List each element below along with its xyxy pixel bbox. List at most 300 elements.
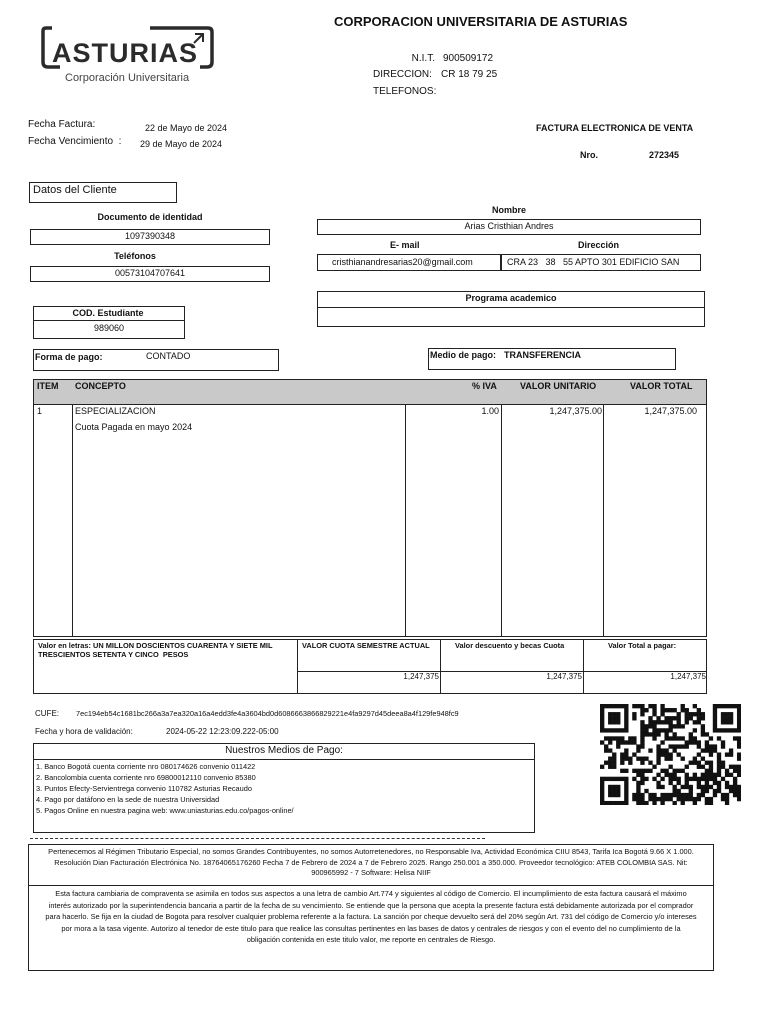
qr-module (725, 712, 729, 716)
qr-module (693, 712, 697, 716)
qr-module (620, 728, 624, 732)
qr-module (737, 789, 741, 793)
qr-module (689, 736, 693, 740)
qr-module (624, 716, 628, 720)
qr-module (656, 757, 660, 761)
qr-module (673, 777, 677, 781)
qr-module (600, 716, 604, 720)
qr-module (644, 769, 648, 773)
qr-module (693, 777, 697, 781)
qr-module (628, 757, 632, 761)
qr-module (608, 761, 612, 765)
qr-module (652, 765, 656, 769)
qr-module (709, 736, 713, 740)
qr-module (616, 785, 620, 789)
qr-module (725, 704, 729, 708)
qr-module (693, 736, 697, 740)
qr-module (668, 736, 672, 740)
qr-module (701, 712, 705, 716)
cuota-semestre-value: 1,247,375 (403, 672, 439, 681)
forma-pago-value: CONTADO (146, 351, 191, 361)
qr-module (664, 797, 668, 801)
qr-module (685, 740, 689, 744)
qr-module (640, 704, 644, 708)
qr-module (673, 785, 677, 789)
qr-module (620, 769, 624, 773)
qr-module (693, 720, 697, 724)
row-unitario: 1,247,375.00 (549, 406, 602, 416)
qr-module (612, 801, 616, 805)
qr-module (717, 789, 721, 793)
qr-module (721, 744, 725, 748)
qr-module (632, 777, 636, 781)
total-pagar-label: Valor Total a pagar: (608, 641, 677, 650)
cufe-label: CUFE: (35, 709, 59, 718)
qr-module (624, 720, 628, 724)
qr-module (640, 797, 644, 801)
qr-module (660, 748, 664, 752)
medio-pago-item: 1. Banco Bogotá cuenta corriente nro 080174626 convenio 011422 (36, 762, 256, 771)
qr-module (737, 793, 741, 797)
qr-module (644, 789, 648, 793)
qr-module (668, 765, 672, 769)
qr-module (677, 744, 681, 748)
qr-module (668, 744, 672, 748)
qr-module (660, 728, 664, 732)
qr-module (600, 724, 604, 728)
qr-module (664, 757, 668, 761)
qr-module (737, 752, 741, 756)
qr-module (604, 736, 608, 740)
qr-module (636, 769, 640, 773)
institution-logo (40, 24, 218, 86)
qr-module (664, 716, 668, 720)
qr-module (705, 744, 709, 748)
qr-module (681, 704, 685, 708)
qr-module (660, 704, 664, 708)
qr-module (640, 773, 644, 777)
qr-module (612, 761, 616, 765)
qr-module (652, 728, 656, 732)
qr-module (697, 708, 701, 712)
qr-module (725, 720, 729, 724)
qr-module (737, 736, 741, 740)
qr-module (717, 765, 721, 769)
qr-module (656, 744, 660, 748)
qr-code-icon (600, 704, 741, 805)
qr-module (721, 704, 725, 708)
qr-module (733, 793, 737, 797)
items-table-header (34, 380, 706, 405)
qr-module (636, 744, 640, 748)
qr-module (673, 789, 677, 793)
qr-module (648, 724, 652, 728)
qr-module (673, 744, 677, 748)
qr-module (612, 716, 616, 720)
qr-module (652, 712, 656, 716)
qr-module (701, 724, 705, 728)
qr-module (713, 708, 717, 712)
qr-module (677, 769, 681, 773)
qr-module (713, 789, 717, 793)
row-iva: 1.00 (481, 406, 499, 416)
qr-module (616, 744, 620, 748)
qr-module (685, 712, 689, 716)
qr-module (636, 789, 640, 793)
qr-module (664, 793, 668, 797)
qr-module (616, 728, 620, 732)
qr-module (652, 720, 656, 724)
qr-module (608, 716, 612, 720)
qr-module (673, 716, 677, 720)
qr-module (664, 732, 668, 736)
qr-module (660, 720, 664, 724)
qr-module (612, 720, 616, 724)
validacion-label: Fecha y hora de validación: (35, 727, 133, 736)
qr-module (624, 785, 628, 789)
qr-module (725, 773, 729, 777)
qr-module (604, 761, 608, 765)
qr-module (697, 777, 701, 781)
qr-module (656, 728, 660, 732)
qr-module (701, 757, 705, 761)
condiciones-line: interés autorizado por la superintendencia bancaria a partir de la fecha de su vencimiento. Se entiende que la persona que acepta la presente factura está debidamente autorizada por el comprador (48, 900, 694, 910)
qr-module (689, 716, 693, 720)
qr-module (697, 744, 701, 748)
qr-module (709, 752, 713, 756)
qr-module (673, 708, 677, 712)
qr-module (600, 740, 604, 744)
fecha-factura-value: 22 de Mayo de 2024 (145, 123, 228, 133)
validacion-value: 2024-05-22 12:23:09.222-05:00 (166, 727, 279, 736)
qr-module (648, 797, 652, 801)
qr-module (737, 720, 741, 724)
qr-module (717, 752, 721, 756)
qr-module (656, 752, 660, 756)
invoice-title: FACTURA ELECTRONICA DE VENTA (536, 123, 694, 133)
qr-module (717, 781, 721, 785)
regimen-text (29, 847, 713, 879)
row-item: 1 (37, 406, 43, 416)
direccion-cliente-label: Dirección (578, 240, 620, 250)
qr-module (640, 728, 644, 732)
qr-module (608, 748, 612, 752)
qr-module (677, 789, 681, 793)
qr-module (717, 769, 721, 773)
qr-module (693, 801, 697, 805)
telefonos-cliente-label: Teléfonos (114, 251, 156, 261)
qr-module (705, 732, 709, 736)
qr-module (640, 736, 644, 740)
qr-module (600, 801, 604, 805)
qr-module (612, 712, 616, 716)
qr-module (709, 801, 713, 805)
qr-module (604, 704, 608, 708)
logo-tagline: Corporación Universitaria (65, 72, 190, 84)
qr-module (701, 732, 705, 736)
qr-module (673, 801, 677, 805)
cod-estudiante-value: 989060 (93, 323, 125, 333)
qr-module (713, 793, 717, 797)
qr-module (616, 793, 620, 797)
qr-module (693, 728, 697, 732)
qr-module (640, 732, 644, 736)
direccion-cliente-value: CRA 23 38 55 APTO 301 EDIFICIO SAN (501, 254, 701, 271)
qr-module (737, 740, 741, 744)
valor-letras-label: Valor en letras: UN MILLON DOSCIENTOS CUARENTA Y SIETE MIL (38, 641, 273, 650)
qr-module (713, 777, 717, 781)
qr-module (624, 728, 628, 732)
qr-module (628, 761, 632, 765)
medio-pago-item: 5. Pagos Online en nuestra pagina web: www.uniasturias.edu.co/pagos-online/ (36, 806, 294, 815)
documento-label: Documento de identidad (97, 212, 203, 222)
qr-module (600, 781, 604, 785)
qr-module (729, 789, 733, 793)
email-label: E- mail (390, 240, 420, 250)
qr-module (640, 761, 644, 765)
qr-module (709, 765, 713, 769)
medios-pago-title: Nuestros Medios de Pago: (225, 745, 343, 756)
qr-module (668, 781, 672, 785)
qr-module (612, 789, 616, 793)
qr-module (737, 744, 741, 748)
qr-module (713, 773, 717, 777)
medio-pago-box (428, 348, 676, 370)
qr-module (640, 708, 644, 712)
medio-pago-item: 4. Pago por datáfono en la sede de nuestra Universidad (36, 795, 220, 804)
qr-module (725, 797, 729, 801)
qr-module (624, 740, 628, 744)
qr-module (681, 793, 685, 797)
cufe-value: 7ec194eb54c1681bc266a3a7ea320a16a4edd3fe4a3604bd0d6086663866829221e4fa9297d45deea8a4f129fe948fc9 (76, 709, 459, 718)
qr-module (701, 748, 705, 752)
qr-module (624, 704, 628, 708)
row-total: 1,247,375.00 (644, 406, 697, 416)
programa-label: Programa academico (465, 293, 557, 303)
qr-module (664, 720, 668, 724)
qr-module (648, 793, 652, 797)
col-concepto-header: CONCEPTO (75, 381, 126, 391)
qr-module (624, 757, 628, 761)
qr-module (612, 728, 616, 732)
qr-module (705, 777, 709, 781)
qr-module (717, 728, 721, 732)
qr-module (677, 793, 681, 797)
qr-module (677, 712, 681, 716)
qr-module (636, 748, 640, 752)
qr-module (725, 752, 729, 756)
qr-module (632, 740, 636, 744)
nombre-value: Arias Cristhian Andres (317, 219, 701, 235)
qr-module (737, 728, 741, 732)
invoice-number-label: Nro. (580, 150, 598, 160)
qr-module (717, 757, 721, 761)
qr-module (717, 761, 721, 765)
qr-module (636, 773, 640, 777)
qr-module (612, 752, 616, 756)
client-section-title-box (29, 182, 177, 203)
qr-module (681, 797, 685, 801)
dashed-separator (30, 838, 485, 839)
condiciones-text (29, 888, 713, 946)
qr-module (636, 704, 640, 708)
telefonos-cliente-value: 00573104707641 (30, 266, 270, 282)
qr-module (705, 769, 709, 773)
qr-module (616, 716, 620, 720)
qr-module (636, 757, 640, 761)
qr-module (608, 801, 612, 805)
qr-module (608, 793, 612, 797)
qr-module (620, 736, 624, 740)
qr-module (729, 712, 733, 716)
qr-module (685, 793, 689, 797)
qr-module (721, 793, 725, 797)
qr-module (677, 752, 681, 756)
qr-module (689, 732, 693, 736)
descuento-label: Valor descuento y becas Cuota (455, 641, 565, 650)
qr-module (612, 704, 616, 708)
qr-module (737, 773, 741, 777)
qr-module (697, 781, 701, 785)
qr-module (733, 728, 737, 732)
qr-module (620, 704, 624, 708)
qr-module (620, 752, 624, 756)
qr-module (729, 728, 733, 732)
qr-module (600, 712, 604, 716)
qr-module (737, 704, 741, 708)
qr-module (721, 765, 725, 769)
qr-module (660, 740, 664, 744)
qr-module (632, 716, 636, 720)
qr-module (644, 728, 648, 732)
condiciones-line: obligación contenida en este titulo valor, me reporte en centrales de Riesgo. (246, 935, 496, 944)
qr-module (656, 761, 660, 765)
qr-module (640, 724, 644, 728)
qr-module (600, 777, 604, 781)
qr-module (721, 728, 725, 732)
qr-module (608, 785, 612, 789)
qr-module (697, 761, 701, 765)
qr-module (737, 797, 741, 801)
qr-module (600, 793, 604, 797)
qr-module (673, 724, 677, 728)
qr-module (600, 720, 604, 724)
qr-module (652, 793, 656, 797)
qr-module (652, 777, 656, 781)
qr-module (616, 736, 620, 740)
qr-module (701, 777, 705, 781)
qr-module (612, 777, 616, 781)
qr-module (737, 708, 741, 712)
qr-module (681, 769, 685, 773)
qr-module (701, 773, 705, 777)
qr-module (648, 716, 652, 720)
qr-module (600, 765, 604, 769)
qr-module (620, 777, 624, 781)
qr-module (652, 708, 656, 712)
qr-module (648, 732, 652, 736)
qr-module (721, 797, 725, 801)
qr-module (648, 769, 652, 773)
qr-module (713, 781, 717, 785)
qr-module (640, 769, 644, 773)
medio-pago-item: 2. Bancolombia cuenta corriente nro 69800012110 convenio 85380 (36, 773, 256, 782)
qr-module (668, 793, 672, 797)
medios-pago-box (33, 743, 535, 833)
qr-module (721, 761, 725, 765)
qr-module (624, 724, 628, 728)
qr-module (632, 797, 636, 801)
qr-module (681, 724, 685, 728)
qr-module (604, 801, 608, 805)
qr-module (600, 708, 604, 712)
qr-module (689, 797, 693, 801)
qr-module (705, 761, 709, 765)
qr-module (604, 777, 608, 781)
qr-module (713, 712, 717, 716)
qr-module (636, 801, 640, 805)
qr-module (636, 785, 640, 789)
qr-module (697, 765, 701, 769)
qr-module (624, 793, 628, 797)
qr-module (673, 748, 677, 752)
qr-module (644, 777, 648, 781)
qr-module (713, 748, 717, 752)
condiciones-line: para hacerlo. Se fija en la ciudad de Bogota para resolver cualquier problema referente a la factura. La sanción por cheque devuelto será del 20% según Art. 731 del código de Comercio y/o intereses (45, 912, 697, 921)
qr-module (681, 801, 685, 805)
qr-module (668, 797, 672, 801)
qr-module (668, 724, 672, 728)
qr-module (656, 716, 660, 720)
qr-module (620, 740, 624, 744)
forma-pago-label: Forma de pago: (35, 352, 103, 362)
qr-module (640, 740, 644, 744)
qr-module (685, 773, 689, 777)
qr-module (705, 801, 709, 805)
qr-module (681, 757, 685, 761)
qr-module (608, 777, 612, 781)
institution-name: CORPORACION UNIVERSITARIA DE ASTURIAS (334, 14, 628, 29)
qr-module (697, 740, 701, 744)
fecha-vencimiento-value: 29 de Mayo de 2024 (140, 139, 223, 149)
qr-module (632, 712, 636, 716)
qr-module (604, 748, 608, 752)
qr-module (673, 732, 677, 736)
qr-module (705, 748, 709, 752)
qr-module (624, 801, 628, 805)
col-unitario-header: VALOR UNITARIO (520, 381, 597, 391)
qr-module (660, 712, 664, 716)
qr-module (624, 769, 628, 773)
qr-module (729, 716, 733, 720)
qr-module (709, 748, 713, 752)
qr-module (660, 785, 664, 789)
qr-module (729, 748, 733, 752)
medio-pago-label: Medio de pago: (430, 350, 496, 360)
qr-module (737, 724, 741, 728)
qr-module (737, 785, 741, 789)
qr-module (697, 720, 701, 724)
qr-module (660, 797, 664, 801)
qr-module (689, 793, 693, 797)
fecha-vencimiento-label: Fecha Vencimiento : (28, 136, 122, 147)
legal-box (28, 844, 714, 971)
qr-module (644, 732, 648, 736)
qr-module (733, 781, 737, 785)
qr-module (733, 704, 737, 708)
qr-module (664, 773, 668, 777)
qr-module (697, 797, 701, 801)
